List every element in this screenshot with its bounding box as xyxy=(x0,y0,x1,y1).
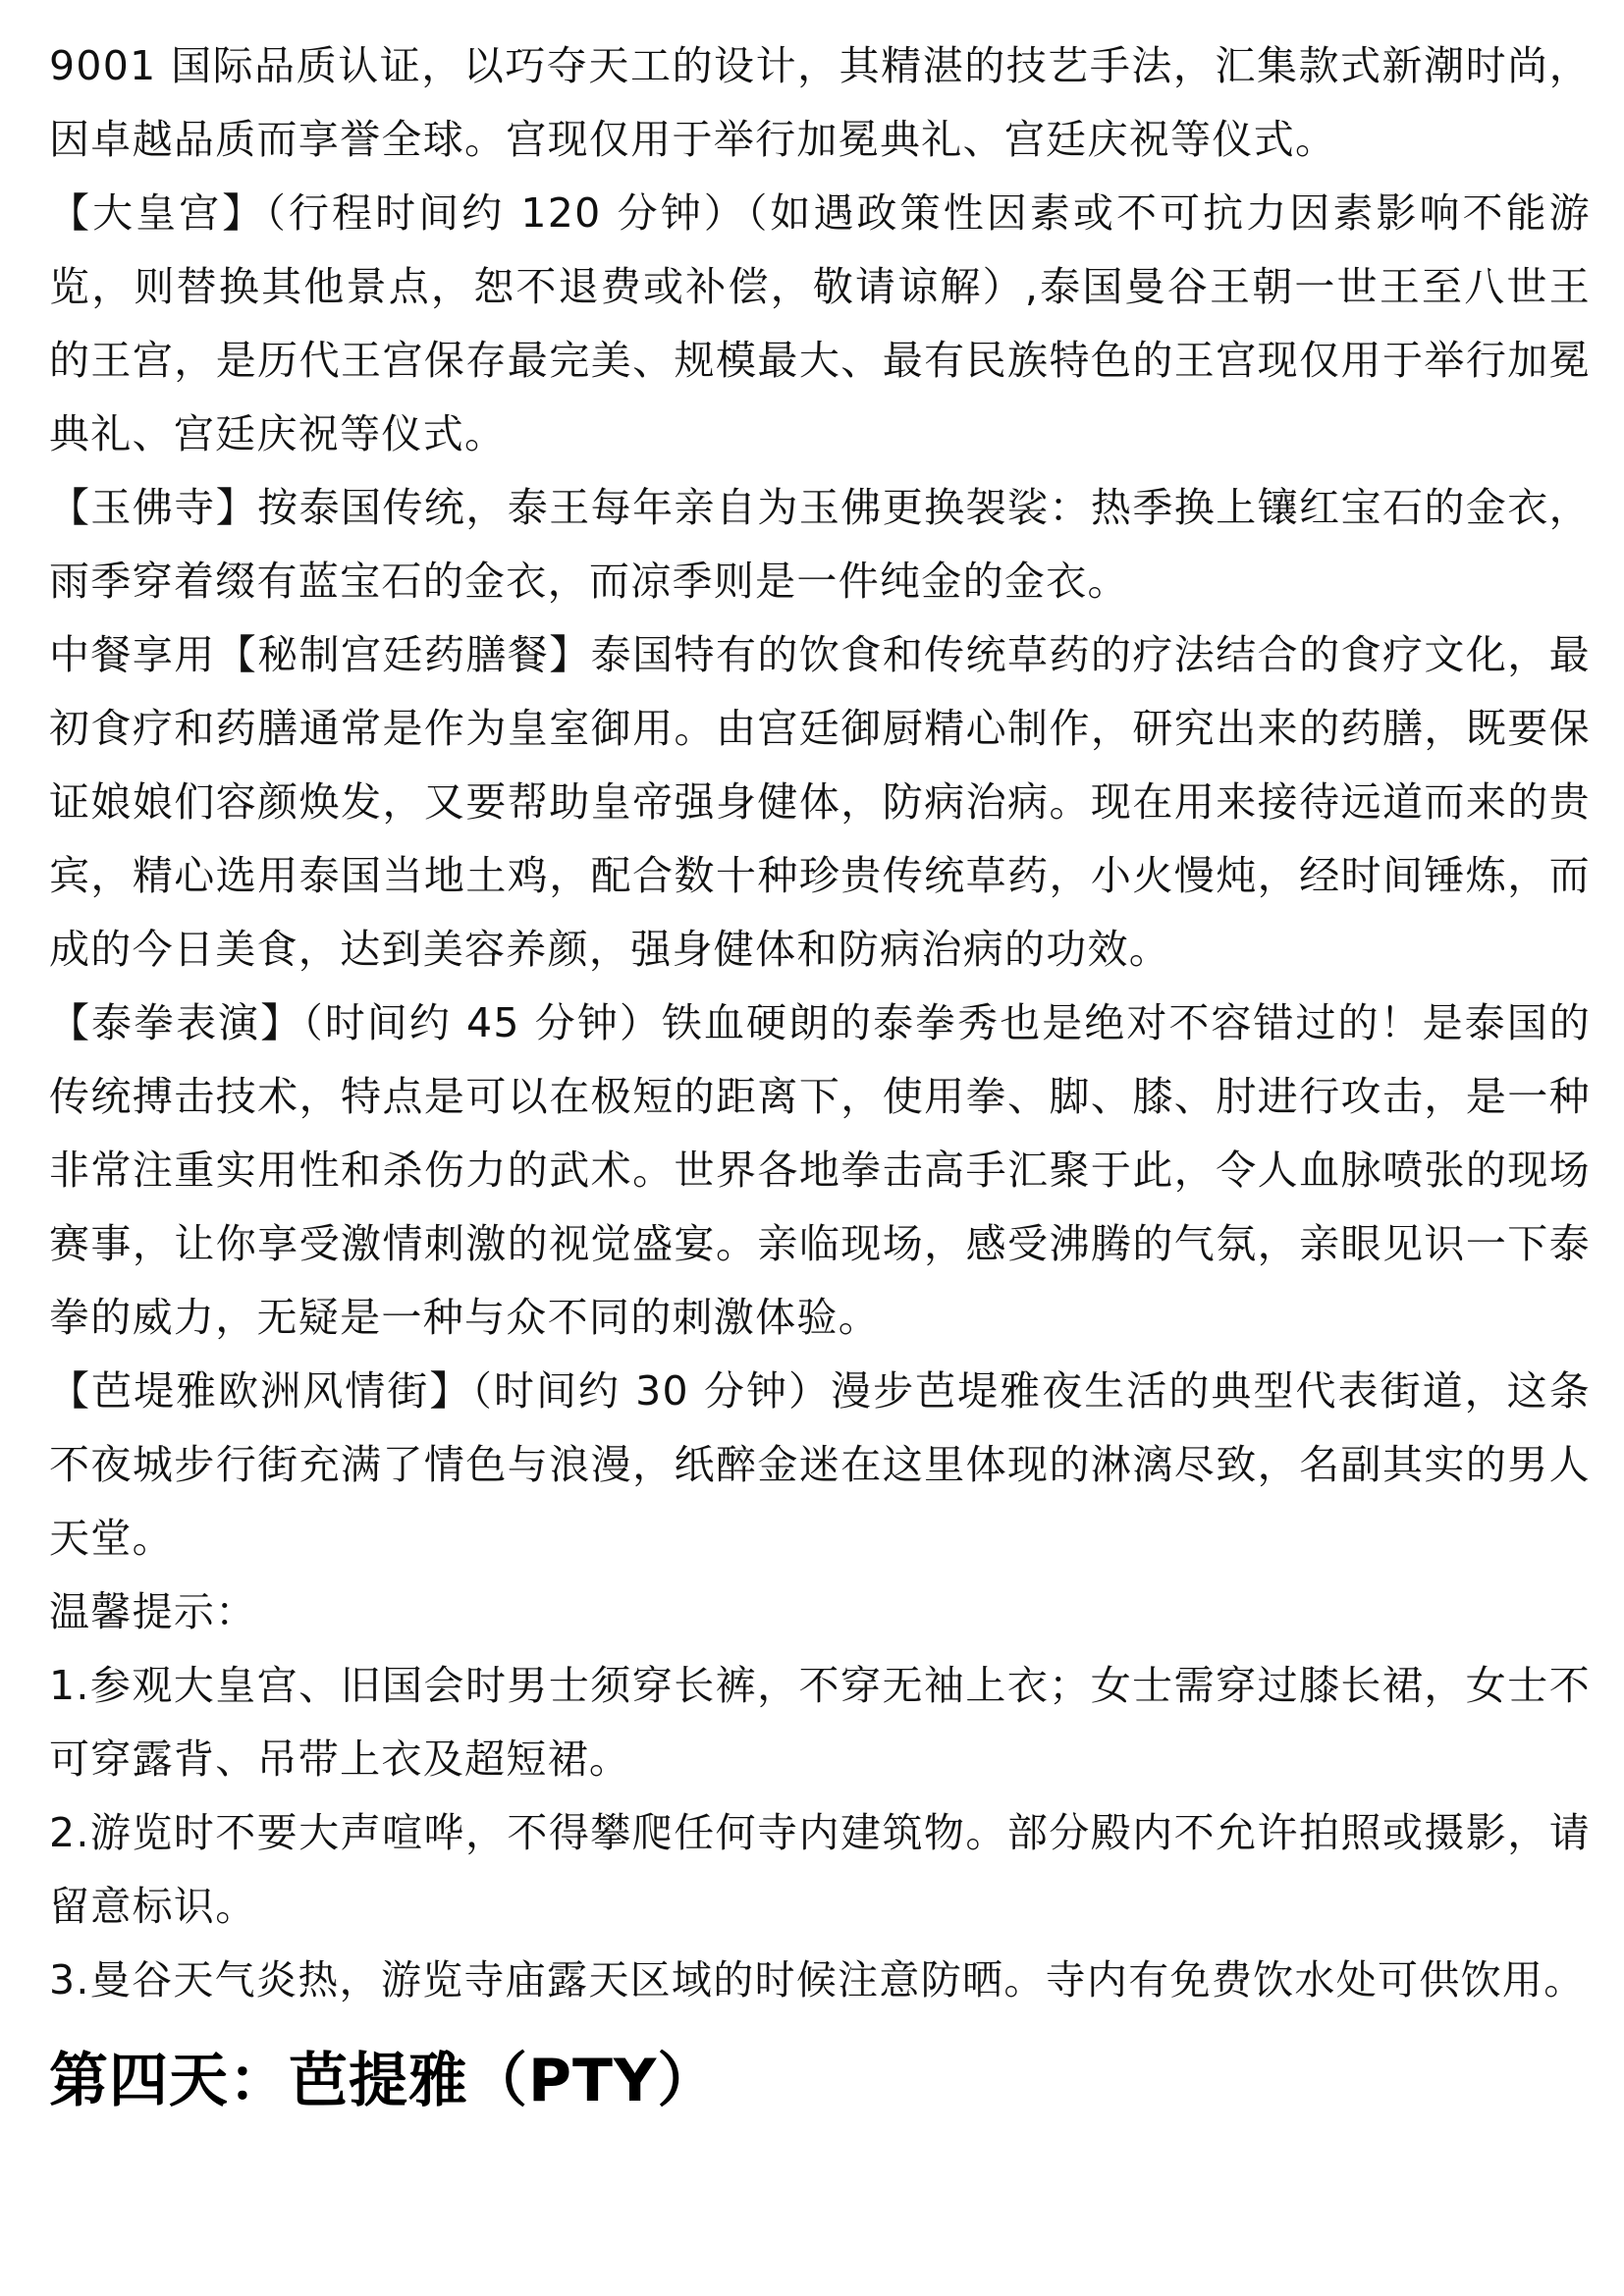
tip-item-1: 1.参观大皇宫、旧国会时男士须穿长裤，不穿无袖上衣；女士需穿过膝长裙，女士不可穿露背、吊带上衣及超短裙。 xyxy=(49,1662,1591,1783)
paragraph-palace-herbal-lunch: 中餐享用【秘制宫廷药膳餐】泰国特有的饮食和传统草药的疗法结合的食疗文化，最初食疗和药膳通常是作为皇室御用。由宫廷御厨精心制作，研究出来的药膳，既要保证娘娘们容颜焕发，又要帮助皇帝强身健体，防病治病。现在用来接待远道而来的贵宾，精心选用泰国当地土鸡，配合数十种珍贵传统草药，小火慢炖，经时间锤炼，而成的今日美食，达到美容养颜，强身健体和防病治病的功效。 xyxy=(49,631,1591,973)
paragraph-pattaya-walking-street: 【芭堤雅欧洲风情街】（时间约 30 分钟）漫步芭堤雅夜生活的典型代表街道，这条不夜城步行街充满了情色与浪漫，纸醉金迷在这里体现的淋漓尽致，名副其实的男人天堂。 xyxy=(49,1367,1591,1562)
document-page xyxy=(49,29,1591,2125)
day-four-heading: 第四天：芭提雅（PTY） xyxy=(49,2047,718,2115)
tips-label: 温馨提示： xyxy=(49,1588,257,1635)
paragraph-muay-thai-show: 【泰拳表演】（时间约 45 分钟）铁血硬朗的泰拳秀也是绝对不容错过的！是泰国的传统搏击技术，特点是可以在极短的距离下，使用拳、脚、膝、肘进行攻击，是一种非常注重实用性和杀伤力的武术。世界各地拳击高手汇聚于此，令人血脉喷张的现场赛事，让你享受激情刺激的视觉盛宴。亲临现场，感受沸腾的气氛，亲眼见识一下泰拳的威力，无疑是一种与众不同的刺激体验。 xyxy=(49,999,1591,1341)
tip-item-3: 3.曼谷天气炎热，游览寺庙露天区域的时候注意防晒。寺内有免费饮水处可供饮用。 xyxy=(49,1956,1586,2003)
tip-item-2: 2.游览时不要大声喧哗，不得攀爬任何寺内建筑物。部分殿内不允许拍照或摄影，请留意标识。 xyxy=(49,1809,1591,1930)
paragraph-emerald-buddha-temple: 【玉佛寺】按泰国传统，泰王每年亲自为玉佛更换袈裟：热季换上镶红宝石的金衣，雨季穿着缀有蓝宝石的金衣，而凉季则是一件纯金的金衣。 xyxy=(49,484,1591,605)
paragraph-quality-intro: 9001 国际品质认证，以巧夺天工的设计，其精湛的技艺手法，汇集款式新潮时尚，因卓越品质而享誉全球。宫现仅用于举行加冕典礼、宫廷庆祝等仪式。 xyxy=(49,42,1591,163)
paragraph-grand-palace: 【大皇宫】（行程时间约 120 分钟）（如遇政策性因素或不可抗力因素影响不能游览，则替换其他景点，恕不退费或补偿，敬请谅解）,泰国曼谷王朝一世王至八世王的王宫，是历代王宫保存最完美、规模最大、最有民族特色的王宫现仅用于举行加冕典礼、宫廷庆祝等仪式。 xyxy=(49,189,1591,457)
